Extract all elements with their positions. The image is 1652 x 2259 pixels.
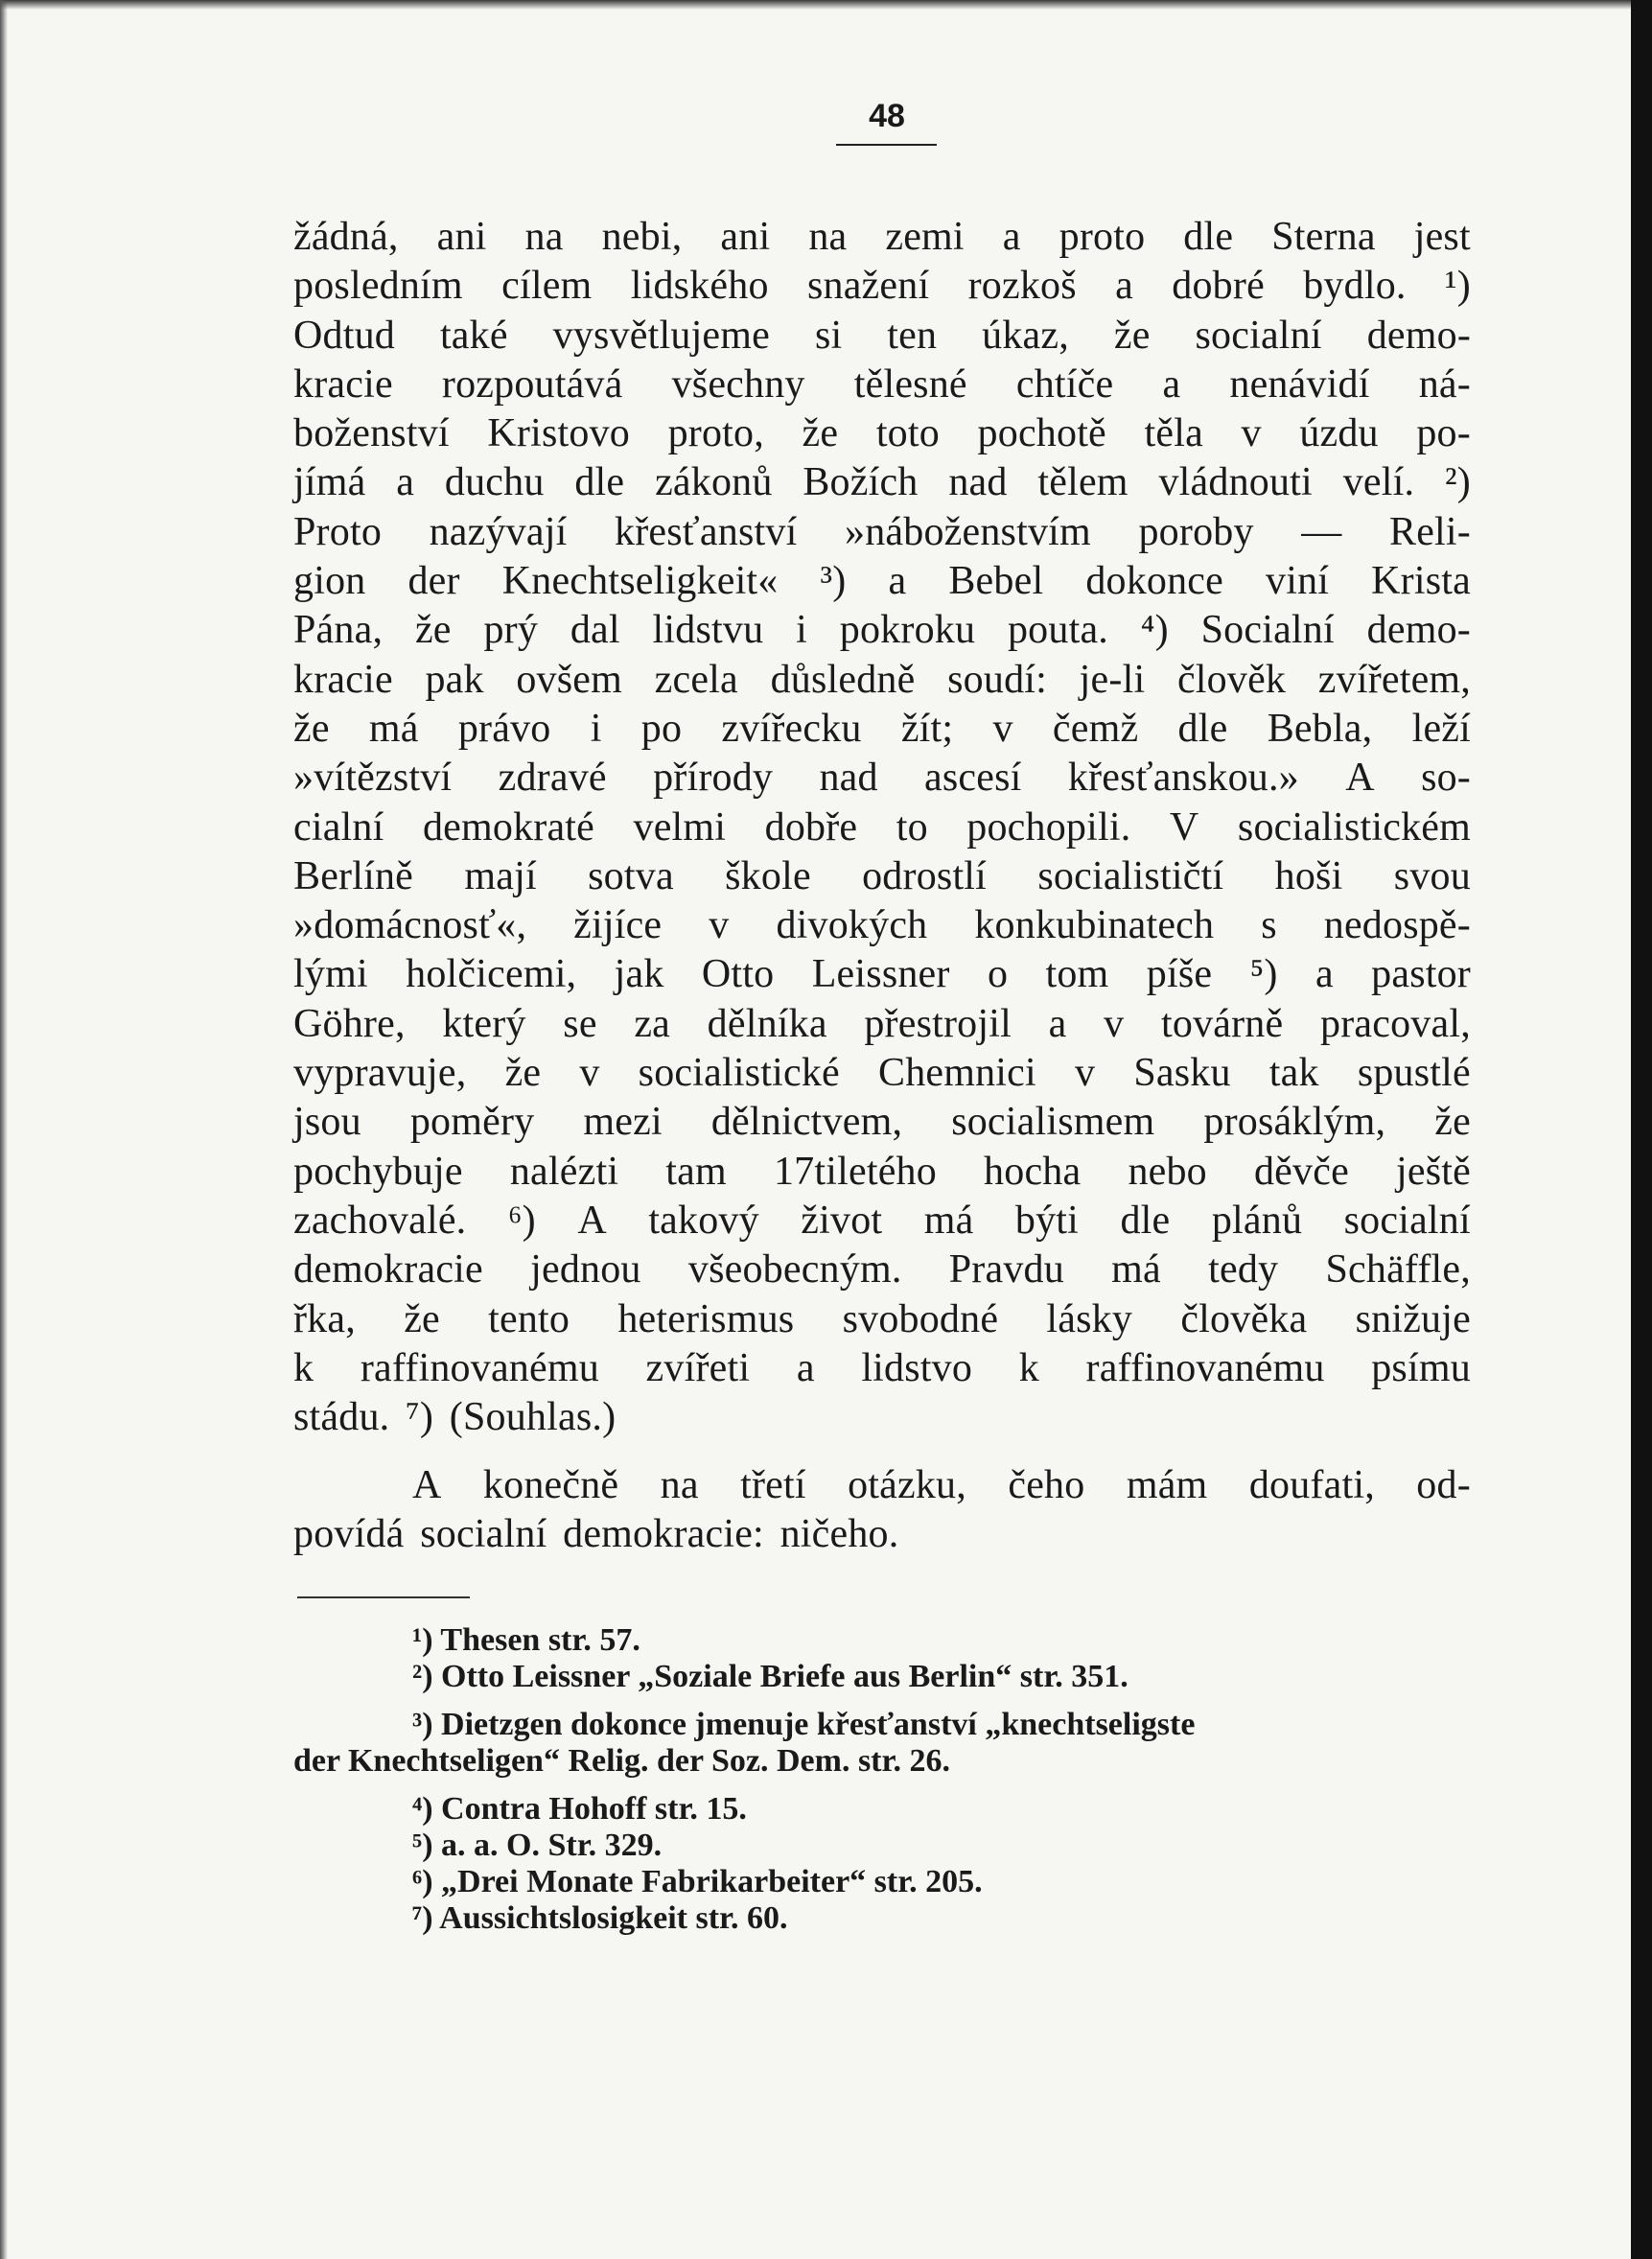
word: se [563,1001,597,1046]
word: Pravdu [948,1247,1064,1293]
word: raffinovanému [360,1345,599,1390]
word: jsou [293,1100,361,1145]
word: dělníka [707,1001,827,1046]
word: socialističtí [1037,853,1224,898]
word: tělesné [853,361,967,407]
word: i [590,706,602,751]
word: duchu [444,460,545,505]
word: mezi [583,1100,663,1145]
word: zvířecku [721,706,862,751]
footnote-text: Otto Leissner „Soziale Briefe aus Berlin“ str. 351. [441,1659,1128,1694]
word: A [412,1463,442,1507]
word: přestrojil [864,1001,1012,1046]
word: poměry [409,1100,535,1145]
word: gion [293,559,366,604]
footnote-marker: ⁴) [412,1791,433,1827]
word: leží [1411,706,1471,751]
word: a [396,460,415,505]
word: život [801,1198,883,1243]
word: pastor [1371,952,1471,997]
word: si [814,313,843,358]
footnote-3 [293,1707,1471,1743]
word: rozkoš [967,264,1077,309]
word: konečně [482,1463,619,1507]
word: lidstvo [861,1345,973,1390]
word: že [404,1296,440,1341]
word: lidského [630,264,769,309]
word: člověka [1180,1296,1308,1341]
word: tam [665,1149,727,1194]
word: cílem [501,264,593,309]
word: třetí [740,1463,806,1507]
word: kracie [293,657,393,702]
word: od- [1416,1463,1471,1507]
word: který [442,1001,526,1046]
word: zvířeti [645,1345,751,1390]
word: po [640,706,683,751]
word: demo- [1366,313,1471,358]
word: všechny [671,361,805,407]
body-line [293,557,1471,606]
word: přírody [653,756,774,801]
word: k [293,1345,314,1390]
word: ani [436,215,487,259]
word: ⁵) [1249,952,1278,997]
footnote-marker: ³) [412,1707,433,1742]
word: že [1434,1100,1471,1145]
word: heterismus [617,1296,795,1341]
word: nad [819,756,878,801]
word: a [1048,1001,1067,1046]
word: kracie [293,361,393,407]
word: a [888,559,907,604]
word: psímu [1371,1345,1471,1390]
word: lidstvu [652,608,764,653]
body-paragraph-1 [293,213,1471,1442]
word: vysvětlujeme [552,313,770,358]
footnote-text: Aussichtslosigkeit str. 60. [439,1900,788,1936]
word: vládnouti [1158,460,1313,505]
word: Schäffle, [1325,1247,1471,1293]
word: svou [1393,853,1471,898]
body-line [293,606,1471,655]
word: socialní [1195,313,1322,358]
word: V [1169,804,1199,850]
word: lými [293,952,368,997]
word: pouta. [1007,608,1108,653]
word: žádná, [293,215,399,259]
word: úzdu [1299,411,1379,456]
body-line [293,409,1471,458]
word: velí. [1342,460,1415,505]
word: zemi [885,215,965,259]
word: továrně [1161,1001,1284,1046]
word: těla [1144,411,1203,456]
body-line [293,852,1471,901]
footnote-marker: ⁷) [412,1900,433,1936]
word: pochopili. [966,804,1131,850]
word: jímá [293,460,366,505]
word: mám [1126,1463,1208,1507]
page-number-underline [836,144,937,146]
footnote-text: Dietzgen dokonce jmenuje křesťanství „knechtseligste [441,1707,1196,1742]
word: pracoval, [1320,1001,1471,1046]
word: sotva [588,853,674,898]
word: zachovalé. [293,1198,467,1243]
word: pochybuje [293,1149,463,1194]
body-line [293,1197,1471,1246]
word: že [504,1051,542,1096]
word: holčicemi, [406,952,577,997]
body-line [293,950,1471,999]
word: »náboženstvím [845,509,1091,554]
word: to [896,804,928,850]
word: prosáklým, [1203,1100,1386,1145]
word: v [709,903,730,948]
word: A [577,1198,607,1243]
scan-edge-top [0,0,1652,10]
word: dle [1177,706,1228,751]
word: ještě [1396,1149,1471,1194]
word: Sasku [1133,1051,1231,1096]
footnote-5 [293,1828,1471,1864]
word: býti [1014,1198,1080,1243]
word: dobré [1172,264,1265,309]
word: cialní [293,804,384,850]
word: tak [1268,1051,1319,1096]
word: že [414,608,452,653]
word: zvířetem, [1317,657,1471,702]
word: ²) [1444,460,1471,505]
body-line [293,901,1471,950]
word: Chemnici [877,1051,1036,1096]
word: také [439,313,508,358]
word: na [660,1463,699,1507]
word: člověk [1176,657,1287,702]
word: dle [1120,1198,1171,1243]
word: všeobecným. [687,1247,902,1293]
word: hocha [984,1149,1082,1194]
word: křesťanskou.» [1067,756,1299,801]
body-line: stádu. ⁷) (Souhlas.) [293,1395,617,1440]
body-line [293,1000,1471,1049]
word: spustlé [1357,1051,1471,1096]
word: chtíče [1015,361,1114,407]
word: otázku, [848,1463,966,1507]
word: a [1115,264,1133,309]
footnotes [293,1622,1471,1937]
word: prý [483,608,539,653]
word: — [1301,509,1342,554]
word: posledním [293,264,463,309]
word: Pána, [293,608,384,653]
word: Reli- [1389,509,1471,554]
word: zcela [654,657,738,702]
word: doufati, [1248,1463,1375,1507]
scan-edge-left [0,0,8,2259]
word: je-li [1079,657,1146,702]
footnote-marker: ¹) [412,1622,433,1658]
word: Leissner [811,952,950,997]
body-line [293,1246,1471,1294]
word: snižuje [1355,1296,1471,1341]
word: na [808,215,848,259]
word: nalézti [509,1149,619,1194]
body-line [293,1148,1471,1197]
footnote-6 [293,1864,1471,1900]
word: s [1261,903,1277,948]
word: »domácnosť«, [293,903,527,948]
body-line [293,262,1471,311]
word: ani [720,215,771,259]
word: Göhre, [293,1001,406,1046]
footnote-3-continuation: der Knechtseligen“ Relig. der Soz. Dem. str. 26. [293,1743,950,1779]
word: Kristovo [487,411,630,456]
word: žít; [900,706,954,751]
word: v [579,1051,600,1096]
word: odrostlí [862,853,988,898]
word: čemž [1052,706,1139,751]
word: svobodné [842,1296,999,1341]
body-line [293,312,1471,361]
body-line [293,656,1471,705]
footnote-marker: ⁶) [412,1864,433,1899]
word: rozpoutává [441,361,623,407]
word: divokých [776,903,928,948]
word: Knechtseligkeit« [501,559,779,604]
word: Božích [803,460,919,505]
word: der [407,559,460,604]
word: zákonů [655,460,773,505]
word: Otto [701,952,775,997]
word: dal [570,608,620,653]
footnote-text: Thesen str. 57. [440,1622,640,1658]
word: důsledně [770,657,916,702]
word: v [1075,1051,1096,1096]
footnote-1 [293,1622,1471,1659]
word: i [796,608,807,653]
word: 17tiletého [773,1149,937,1194]
page-number: 48 [869,98,905,134]
word: a [1315,952,1334,997]
word: škole [725,853,811,898]
word: nebi, [601,215,683,259]
word: lásky [1046,1296,1133,1341]
body-line [293,458,1471,507]
word: mají [464,853,537,898]
word: dle [574,460,625,505]
word: velmi [633,804,727,850]
word: jak [614,952,664,997]
word: že [293,706,330,751]
footnote-4 [293,1791,1471,1828]
body-line [293,361,1471,409]
word: konkubinatech [974,903,1215,948]
word: hoši [1274,853,1343,898]
word: Odtud [293,313,395,358]
word: ⁶) [507,1198,536,1243]
word: proto [1059,215,1146,259]
word: čeho [1008,1463,1085,1507]
word: Krista [1371,559,1471,604]
word: píše [1146,952,1213,997]
word: nebo [1128,1149,1207,1194]
footnote-text: a. a. O. Str. 329. [441,1828,663,1863]
body-line [293,754,1471,803]
word: socialní [1343,1198,1471,1243]
word: úkaz, [982,313,1069,358]
word: soudí: [947,657,1048,702]
word: jednou [530,1247,641,1293]
word: dobře [764,804,858,850]
footnote-2 [293,1659,1471,1695]
word: a [1162,361,1181,407]
word: Bebla, [1267,706,1373,751]
word: ascesí [924,756,1022,801]
word: so- [1421,756,1471,801]
word: o [987,952,1009,997]
word: v [992,706,1013,751]
body-line [293,1295,1471,1344]
word: demo- [1366,608,1471,653]
word: k [1018,1345,1039,1390]
word: demokraté [422,804,595,850]
word: tedy [1208,1247,1279,1293]
body-line [293,213,1471,262]
word: pak [425,657,484,702]
word: křesťanství [615,509,798,554]
word: řka, [293,1296,356,1341]
body-paragraph-2 [293,1461,1471,1560]
word: pochotě [977,411,1106,456]
word: poroby [1138,509,1254,554]
word: nad [948,460,1008,505]
word: toto [875,411,940,456]
word: socialismem [951,1100,1155,1145]
word: Proto [293,509,383,554]
word: A [1345,756,1375,801]
word: nedospě- [1323,903,1471,948]
word: dělnictvem, [710,1100,903,1145]
word: proto, [667,411,764,456]
word: boženství [293,411,450,456]
word: ten [887,313,938,358]
word: plánů [1211,1198,1303,1243]
word: tento [488,1296,570,1341]
word: socialistické [638,1051,840,1096]
body-line [293,1049,1471,1098]
footnote-7 [293,1900,1471,1937]
word: snažení [806,264,930,309]
word: ná- [1418,361,1471,407]
word: tom [1045,952,1109,997]
body-line [293,1344,1471,1393]
word: jest [1413,215,1471,259]
word: Sterna [1271,215,1376,259]
word: právo [457,706,551,751]
footnote-separator [297,1596,470,1598]
word: ¹) [1444,264,1471,309]
word: dle [1183,215,1234,259]
word: po- [1416,411,1471,456]
word: takový [648,1198,759,1243]
word: Bebel [948,559,1044,604]
word: ovšem [516,657,622,702]
word: a [1002,215,1021,259]
word: děvče [1253,1149,1349,1194]
word: má [368,706,419,751]
word: ⁴) [1140,608,1169,653]
body-line [293,705,1471,754]
word: žijíce [573,903,663,948]
word: na [524,215,564,259]
word: v [1104,1001,1125,1046]
word: nenávidí [1229,361,1370,407]
body-line [293,508,1471,557]
footnote-marker: ²) [412,1659,433,1694]
word: že [802,411,839,456]
word: za [634,1001,671,1046]
word: má [1111,1247,1161,1293]
body-line [293,803,1471,852]
word: raffinovanému [1085,1345,1325,1390]
word: zdravé [498,756,607,801]
footnote-text: Contra Hohoff str. 15. [441,1791,747,1827]
word: »vítězství [293,756,453,801]
word: že [1113,313,1151,358]
word: v [1241,411,1262,456]
word: Berlíně [293,853,414,898]
word: bydlo. [1303,264,1407,309]
word: ³) [820,559,847,604]
word: demokracie [293,1247,483,1293]
word: Socialní [1200,608,1335,653]
body-line: povídá socialní demokracie: ničeho. [293,1512,899,1557]
word: pokroku [839,608,976,653]
footnote-text: „Drei Monate Fabrikarbeiter“ str. 205. [441,1864,983,1899]
word: tělem [1037,460,1128,505]
word: vypravuje, [293,1051,467,1096]
word: má [923,1198,974,1243]
word: a [796,1345,815,1390]
word: socialistickém [1237,804,1471,850]
footnote-marker: ⁵) [412,1828,433,1863]
word: dokonce [1085,559,1223,604]
word: nazývají [429,509,568,554]
scan-edge-right [1631,0,1652,2259]
word: viní [1266,559,1330,604]
body-line [293,1098,1471,1147]
body-line [293,1461,1471,1510]
